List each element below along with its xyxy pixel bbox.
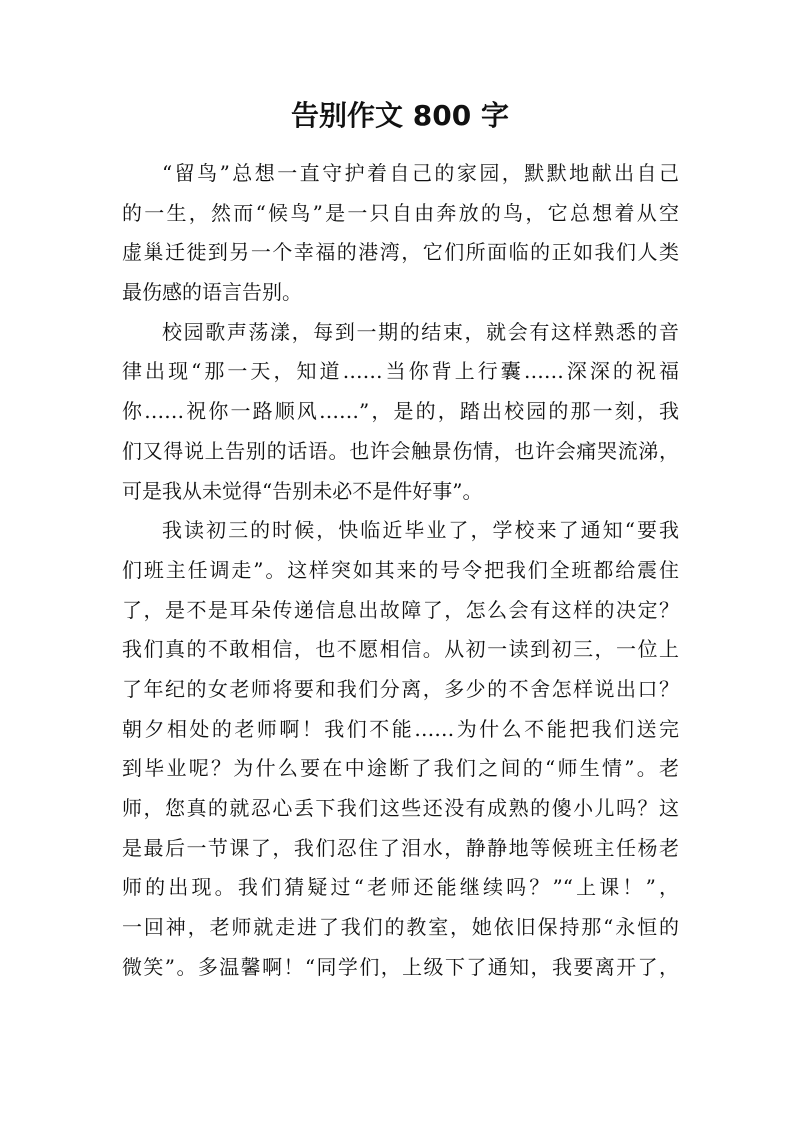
paragraph-1 xyxy=(122,154,679,313)
text-line: 虚巢迁徙到另一个幸福的港湾，它们所面临的正如我们人类 xyxy=(122,240,679,265)
text-line: 可是我从未觉得“告别未必不是件好事”。 xyxy=(122,478,483,503)
text-line: 了，是不是耳朵传递信息出故障了，怎么会有这样的决定？ xyxy=(122,597,679,622)
text-line: 到毕业呢？为什么要在中途断了我们之间的“师生情”。老 xyxy=(122,756,679,781)
text-line: 微笑”。多温馨啊！“同学们，上级下了通知，我要离开了， xyxy=(122,954,679,979)
paragraph-2 xyxy=(122,313,679,511)
document-title: 告别作文 800 字 xyxy=(291,99,509,132)
text-line: 们班主任调走”。这样突如其来的号令把我们全班都给震住 xyxy=(122,557,679,582)
text-line: 们又得说上告别的话语。也许会触景伤情，也许会痛哭流涕， xyxy=(122,438,679,463)
text-line: 律出现“那一天，知道……当你背上行囊……深深的祝福 xyxy=(122,359,679,384)
text-line: 你……祝你一路顺风……”，是的，踏出校园的那一刻，我 xyxy=(122,399,679,424)
document-body xyxy=(122,154,679,987)
text-line: 师的出现。我们猜疑过“老师还能继续吗？”“上课！”， xyxy=(122,875,679,900)
text-line: 的一生，然而“候鸟”是一只自由奔放的鸟，它总想着从空 xyxy=(122,200,679,225)
text-line: 朝夕相处的老师啊！我们不能……为什么不能把我们送完 xyxy=(122,716,679,741)
text-line: 我读初三的时候，快临近毕业了，学校来了通知“要我 xyxy=(162,518,679,543)
text-line: 师，您真的就忍心丢下我们这些还没有成熟的傻小儿吗？这 xyxy=(122,796,679,820)
paragraph-3 xyxy=(122,511,679,987)
text-line: 了年纪的女老师将要和我们分离，多少的不舍怎样说出口？ xyxy=(122,676,679,701)
text-line: “留鸟”总想一直守护着自己的家园，默默地献出自己 xyxy=(162,161,679,185)
text-line: 最伤感的语言告别。 xyxy=(122,280,302,305)
text-line: 是最后一节课了，我们忍住了泪水，静静地等候班主任杨老 xyxy=(122,835,679,860)
text-line: 我们真的不敢相信，也不愿相信。从初一读到初三，一位上 xyxy=(122,637,679,662)
text-line: 校园歌声荡漾，每到一期的结束，就会有这样熟悉的音 xyxy=(162,319,679,344)
text-line: 一回神，老师就走进了我们的教室，她依旧保持那“永恒的 xyxy=(122,915,679,940)
